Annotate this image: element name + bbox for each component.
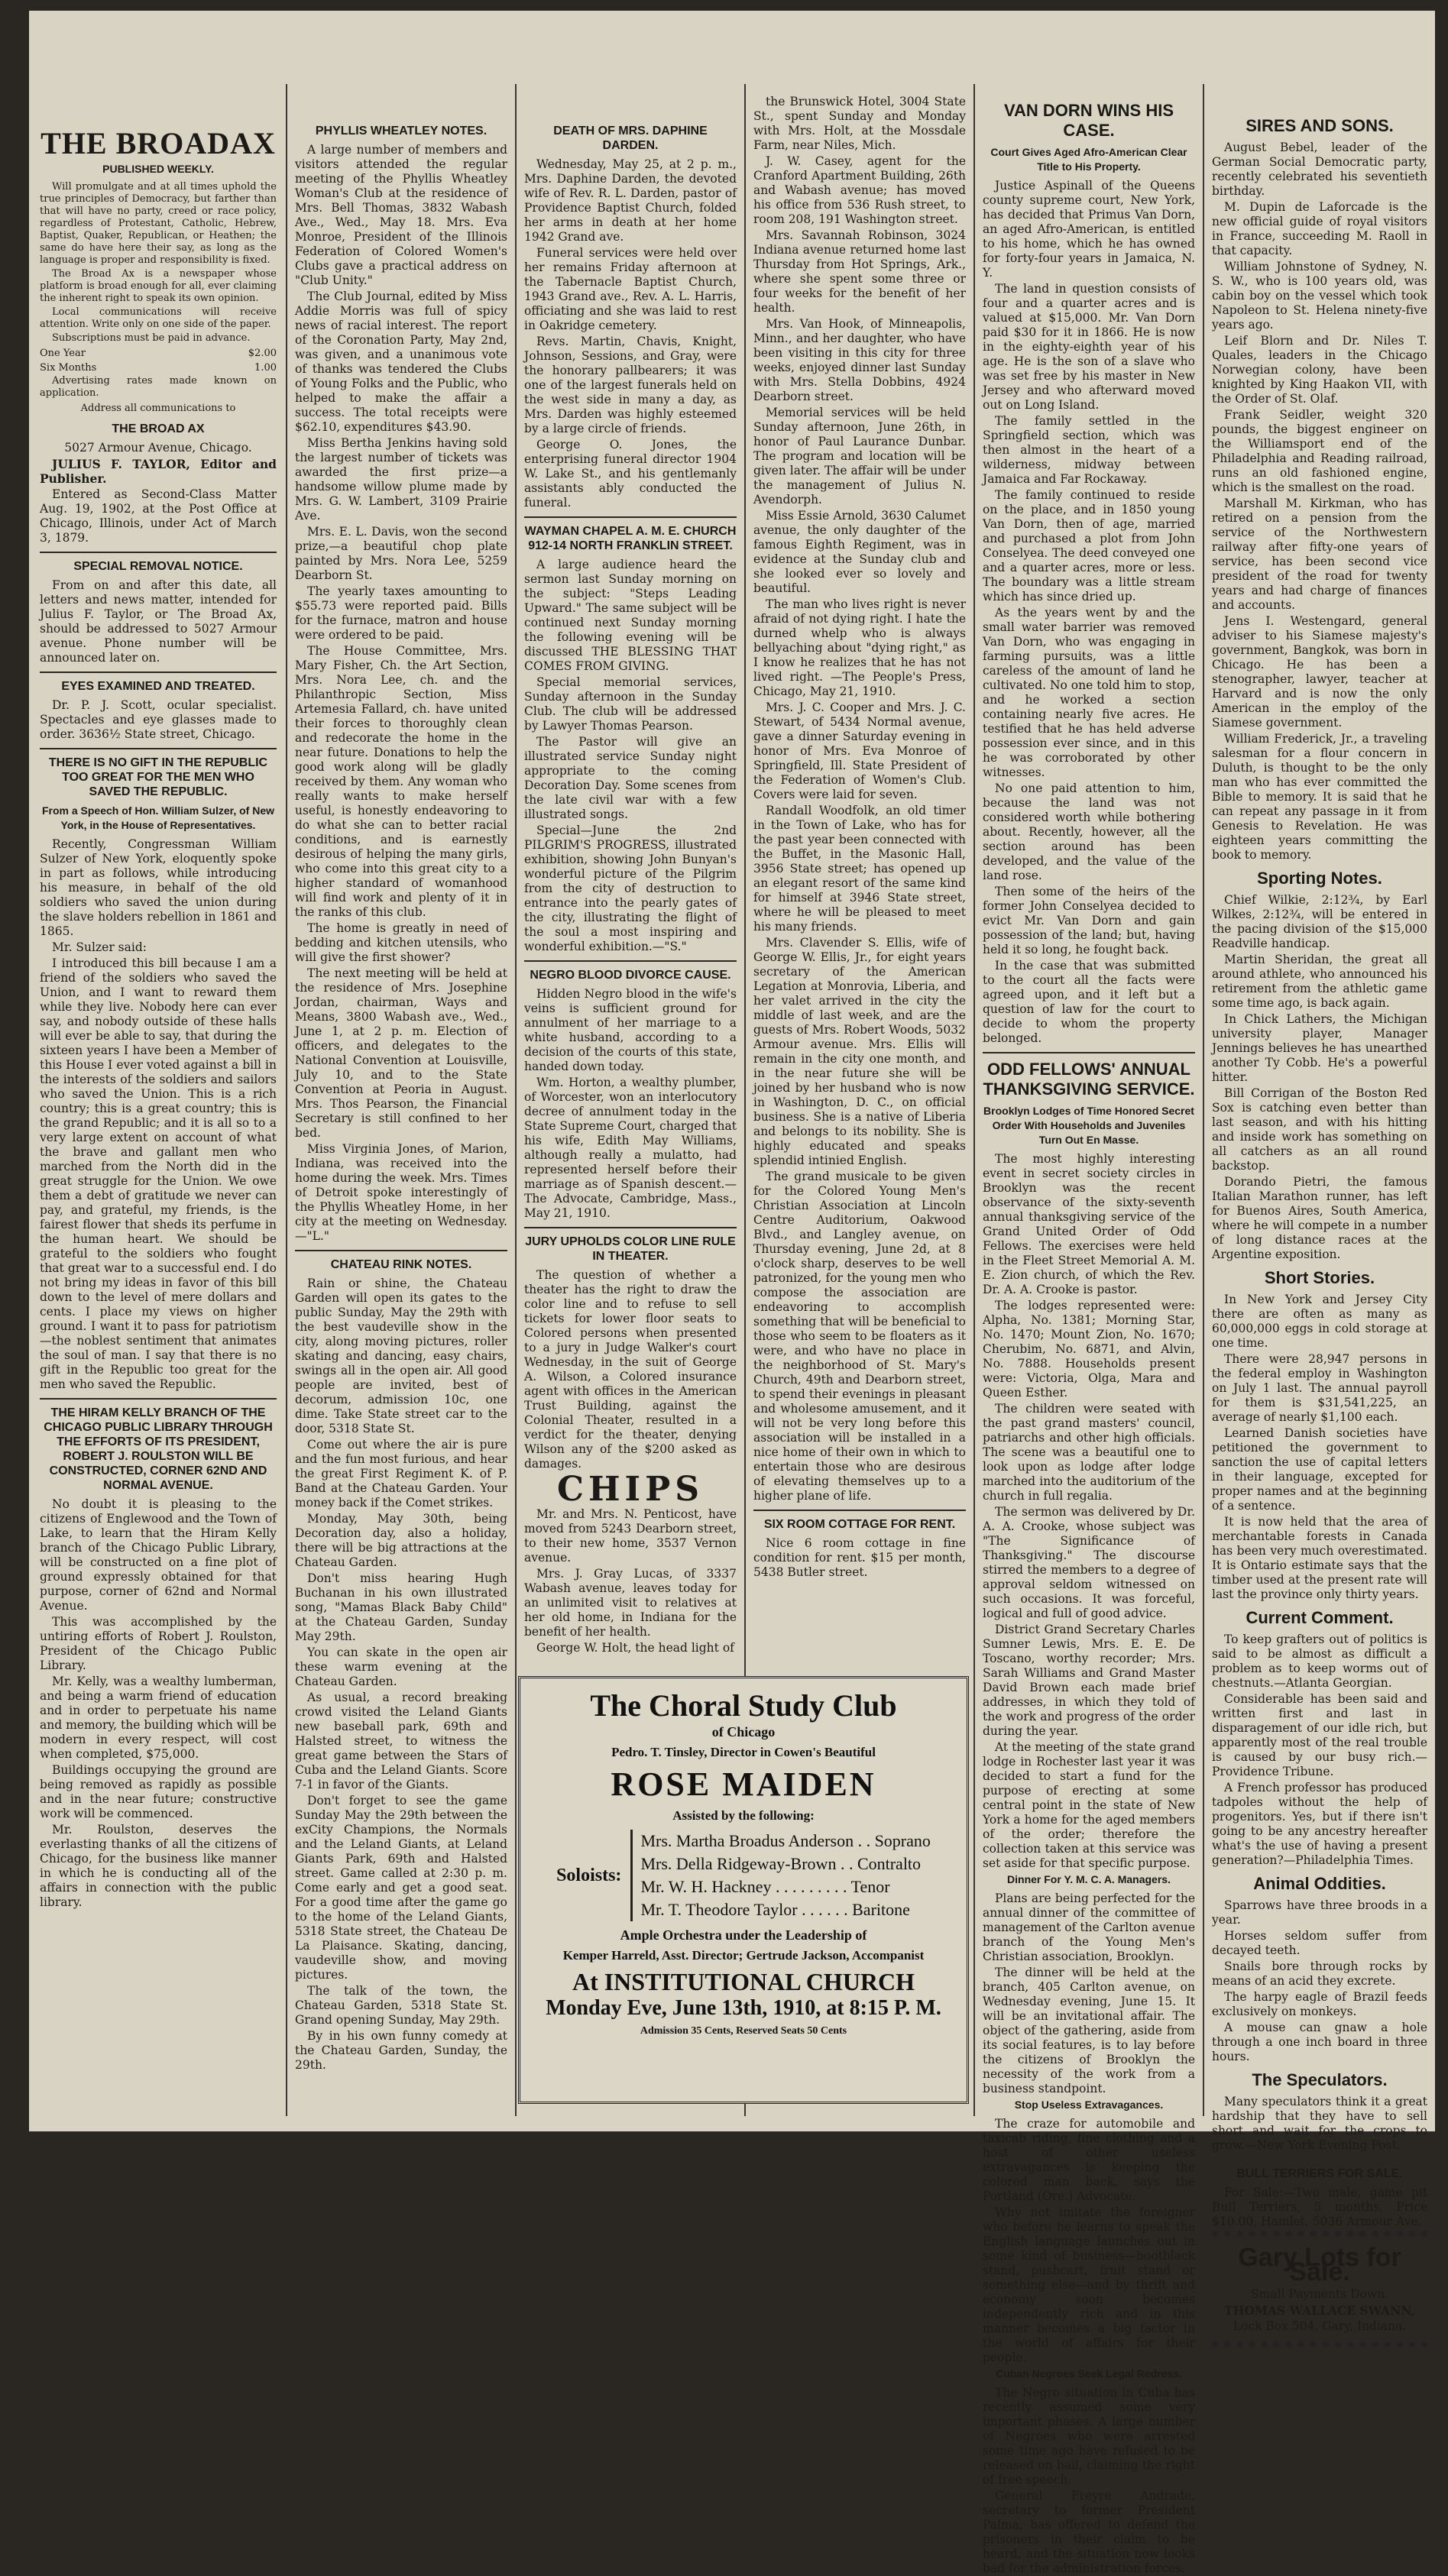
masthead-subs-note: Subscriptions must be paid in advance.	[52, 332, 251, 344]
cuba-heading: Cuban Negroes Seek Legal Redress.	[996, 2367, 1182, 2380]
vandorn-p8: In the case that was submitted to the court all the facts were agreed upon, and it left but a question of law for the court to decide to whom the property belonged.	[983, 959, 1195, 1045]
sires-p4: Leif Blorn and Dr. Niles T. Quales, leaders in the Chicago Norwegian colony, have been knighted by King Haakon VII, with the Order of St. Olaf.	[1212, 334, 1427, 406]
choral-ad	[518, 1676, 969, 2104]
rate-value: 1.00	[254, 362, 277, 374]
hiram-p1: No doubt it is pleasing to the citizens of Englewood and the Town of Lake, to learn that the Hiram Kelly branch of the Chicago Public Library, will be constructed on a fine plot of ground expressly obtained for that purpose, corner of 62nd and Normal Avenue.	[40, 1497, 277, 1613]
gary-heading: Gary Lots for Sale.	[1238, 2243, 1401, 2286]
cottage-text: Nice 6 room cottage in fine condition for rent. $15 per month, 5438 Butler street.	[753, 1536, 966, 1579]
stories-heading: Short Stories.	[1264, 1268, 1375, 1287]
animal-p1: Sparrows have three broods in a year.	[1212, 1898, 1427, 1927]
stories-p1: In New York and Jersey City there are often as many as 60,000,000 eggs in cold storage at one time.	[1212, 1293, 1427, 1350]
oddfellows-subheading: Brooklyn Lodges of Time Honored Secret Order With Households and Juveniles Turn Out En Masse.	[983, 1105, 1194, 1146]
cuba-p2: General Freyre Andrade, secretary to former President Palma, has offered to defend the prisoners in their claim to be heard, and the situation now looks bad for the administration forces.	[983, 2489, 1195, 2575]
extravagance-heading: Stop Useless Extravagances.	[1014, 2099, 1164, 2111]
masthead-published: PUBLISHED WEEKLY.	[102, 163, 214, 175]
chips-p1: Mr. and Mrs. N. Penticost, have moved from 5243 Dearborn street, to their new home, 3537 Vernon avenue.	[524, 1507, 737, 1565]
sires-p3: William Johnstone of Sydney, N. S. W., who is 100 years old, was cabin boy on the vessel which took Napoleon to St. Helena ninety-five years ago.	[1212, 260, 1427, 332]
phyllis-p5: The yearly taxes amounting to $55.73 were reported paid. Bills for the furnace, matron and house were ordered to be paid.	[295, 584, 507, 642]
divider	[40, 748, 277, 749]
divider	[295, 1250, 507, 1251]
animal-p4: The harpy eagle of Brazil feeds exclusively on monkeys.	[1212, 1990, 1427, 2018]
divider	[40, 552, 277, 553]
masthead-address-note: Address all communications to	[80, 403, 236, 414]
ad-orchestra: Ample Orchestra under the Leadership of	[620, 1927, 867, 1943]
column-5	[977, 95, 1201, 2575]
divider	[40, 672, 277, 673]
ad-soloist: Mr. T. Theodore Taylor . . . . . . Baritone	[640, 1900, 910, 1919]
column-rule	[1203, 84, 1204, 2116]
ymca-p1: Plans are being perfected for the annual dinner of the committee of management of the Carlton avenue branch of the Young Men's Christian association, Brooklyn.	[983, 1892, 1195, 1963]
stories-p2: There were 28,947 persons in the federal employ in Washington on July 1 last. The annual payroll for them is $31,541,225, an average of nearly $1,100 each.	[1212, 1352, 1427, 1424]
vandorn-p5: As the years went by and the small water barrier was removed Van Dorn, who was engaging in farming pursuits, was a little careless of the amount of land he cultivated. No one told him to stop, and he worked a section containing nearly five acres. He testified that he has held adverse possession ever since, and in this he was corroborated by other witnesses.	[983, 606, 1196, 779]
sires-p7: Jens I. Westengard, general adviser to his Siamese majesty's government, Bangkok, was born in Chicago. He has been a stenographer, lawyer, teacher at Harvard and is now the only American in the employ of the Siamese government.	[1212, 614, 1427, 730]
ad-leaders: Kemper Harreld, Asst. Director; Gertrude Jackson, Accompanist	[562, 1948, 925, 1963]
rate-row	[40, 361, 277, 375]
ad-date: Monday Eve, June 13th, 1910, at 8:15 P. M.	[546, 1996, 941, 2020]
gift-p2: Mr. Sulzer said:	[52, 940, 147, 954]
removal-heading: SPECIAL REMOVAL NOTICE.	[73, 560, 243, 573]
column-2	[289, 118, 513, 2116]
phyllis-p8: The next meeting will be held at the residence of Mrs. Josephine Jordan, chairman, Ways and Means, 3800 Wabash ave., Wed., June 1, at 2 p. m. Election of officers, and delegates to the National Convention at Louisville, July 10, and to the State Convention at Peoria in August. Mrs. Thos Pearson, the Financial Secretary is still confined to her bed.	[295, 966, 507, 1140]
col4-p10: Mrs. Clavender S. Ellis, wife of George W. Ellis, Jr., for eight years secretary of the American Legation at Monrovia, Liberia, and her valet arrived in the city the middle of last week, and are the guests of Mrs. Robert Woods, 5032 Armour avenue. Mrs. Ellis will remain in the city one month, and in the near future she will be joined by her husband who is now in Washington, D. C., on official business. She is a native of Liberia and belongs to its nobility. She is highly educated and speaks splendid intinied English.	[753, 936, 966, 1167]
blood-p1: Hidden Negro blood in the wife's veins is sufficient ground for annulment of her marriage to a white husband, according to a decision of the courts of this state, handed down today.	[524, 987, 737, 1073]
newspaper-page	[29, 11, 1435, 2575]
col4-p5: Memorial services will be held Sunday afternoon, June 26th, in honor of Paul Laurance Dunbar. The program and location will be given later. The affair will be under the management of Julius N. Avendorph.	[753, 406, 966, 506]
ymca-heading: Dinner For Y. M. C. A. Managers.	[1007, 1873, 1171, 1885]
sires-p8: William Frederick, Jr., a traveling salesman for a flour concern in Duluth, is thought to be the only man who has ever committed the Bible to memory. It is said that he can repeat any passage in it from Genesis to Revelation. He was eighteen years committing the book to memory.	[1212, 732, 1427, 862]
phyllis-p1: A large number of members and visitors attended the regular meeting of the Phyllis Wheatley Woman's Club at the residence of Mrs. Bell Thomas, 3832 Wabash Ave., Wed., May 18. Mrs. Eva Monroe, President of the Illinois Federation of Colored Women's Clubs gave a practical address on "Club Unity."	[295, 143, 507, 287]
spec-p1: Many speculators think it a great hardship that they have to sell short and wait for the crops to grow.—New York Evening Post.	[1212, 2095, 1427, 2152]
sporting-p1: Chief Wilkie, 2:12¾, by Earl Wilkes, 2:12¾, will be entered in the pacing division of the $15,000 Readville handicap.	[1212, 893, 1427, 950]
sires-p6: Marshall M. Kirkman, who has retired on a pension from the service of the Northwestern railway after fifty-one years of service, has been second vice president of the road for twenty years and had charge of finances and accounts.	[1212, 497, 1427, 612]
chateau-p6: As usual, a record breaking crowd visited the Leland Giants new baseball park, 69th and Halsted street, to witness the great game between the Stars of Cuba and the Leland Giants. Score 7-1 in favor of the Giants.	[295, 1691, 507, 1791]
animal-p5: A mouse can gnaw a hole through a one inch board in three hours.	[1212, 2021, 1427, 2063]
column-rule	[515, 84, 517, 2116]
col4-p7: The man who lives right is never afraid of not dying right. I hate the durned whelp who is always bellyaching about "dying right," as I know he realizes that he has not lived right. —The People's Press, Chicago, May 21, 1910.	[753, 597, 966, 698]
bull-heading: BULL TERRIERS FOR SALE.	[1236, 2167, 1403, 2180]
gary-p1: Small Payments Down.	[1250, 2287, 1389, 2301]
darden-p2: Funeral services were held over her remains Friday afternoon at the Tabernacle Baptist Church, 1943 Grand ave., Rev. A. L. Harris, officiating and she was laid to rest in Oakridge cemetery.	[524, 246, 737, 332]
eyes-heading: EYES EXAMINED AND TREATED.	[61, 680, 255, 693]
ad-of: of Chicago	[711, 1724, 776, 1739]
wayman-p4: Special—June the 2nd PILGRIM'S PROGRESS, illustrated exhibition, showing John Bunyan's wonderful picture of the Pilgrim from the city of destruction to entrance into the pearly gates of the city, illustrating the flight of the soul a most inspiring and wonderful exhibition.—"S."	[524, 824, 737, 953]
ad-assisted: Assisted by the following:	[672, 1808, 815, 1823]
ad-work: ROSE MAIDEN	[611, 1765, 876, 1803]
vandorn-p1: Justice Aspinall of the Queens county supreme court, New York, has decided that Primus Van Dorn, an aged Afro-American, is entitled to his home, which he has owned for forty-four years in Jamaica, N. Y.	[983, 179, 1195, 280]
ad-soloist-list	[630, 1830, 930, 1921]
chips-p2: Mrs. J. Gray Lucas, of 3337 Wabash avenue, leaves today for an unlimited visit to relatives at her old home, in Indiana for the benefit of her health.	[524, 1567, 737, 1639]
rate-label: One Year	[40, 348, 86, 359]
vandorn-p3: The family settled in the Springfield section, which was then almost in the heart of a wilderness, midway between Jamaica and Far Rockaway.	[983, 414, 1195, 486]
column-1	[34, 125, 283, 2116]
col4-p8: Mrs. J. C. Cooper and Mrs. J. C. Stewart, of 5434 Normal avenue, gave a dinner Saturday evening in honor of Mrs. Eva Monroe of Springfield, Ill. State President of the Federation of Women's Club. Covers were laid for seven.	[753, 701, 966, 801]
ad-soloist: Mrs. Martha Broadus Anderson . . Soprano	[640, 1831, 931, 1850]
sporting-p2: Martin Sheridan, the great all around athlete, who announced his retirement from the athletic game some time ago, is back again.	[1212, 953, 1427, 1010]
oddfellows-p6: At the meeting of the state grand lodge in Rochester last year it was decided to start a fund for the purpose of erecting at some central point in the state of New York a home for the aged members of the order; therefore the collection taken at this service was set aside for that specific purpose.	[983, 1740, 1195, 1870]
chips-p3: George W. Holt, the head light of	[536, 1641, 734, 1655]
wayman-p3: The Pastor will give an illustrated service Sunday night appropriate to the coming Decoration Day. Some scenes from the late civil war with a few illustrated songs.	[524, 735, 737, 821]
masthead-entered: Entered as Second-Class Matter Aug. 19, 1902, at the Post Office at Chicago, Illinois, under Act of March 3, 1879.	[40, 487, 277, 545]
phyllis-p2: The Club Journal, edited by Miss Addie Morris was full of spicy news of racial interest. The report of the Coronation Party, May 2nd, was given, and a unanimous vote of thanks was tendered the Clubs of Young Folks and the Public, who helped to make the affair a success. The total receipts were $62.10, expenditures $43.90.	[295, 290, 507, 434]
cottage-heading: SIX ROOM COTTAGE FOR RENT.	[763, 1518, 956, 1531]
chateau-p4: Don't miss hearing Hugh Buchanan in his own illustrated song, "Mamas Black Baby Child" at the Chateau Garden, Sunday May 29th.	[295, 1571, 507, 1643]
bull-text: For Sale:—Two male, game pit Bull Terriers, 5 months, Price $10.00, Hamlet, 5036 Armour Ave.	[1212, 2186, 1427, 2228]
gift-subheading: From a Speech of Hon. William Sulzer, of New York, in the House of Representatives.	[41, 804, 275, 831]
jury-heading: JURY UPHOLDS COLOR LINE RULE IN THEATER.	[525, 1235, 736, 1263]
column-rule	[286, 84, 287, 2116]
blood-p2: Wm. Horton, a wealthy plumber, of Worcester, won an interlocutory decree of annulment today in the State Supreme Court, charged that his wife, Edith May Williams, although really a mulatto, had represented herself before their marriage as of Spanish descent.—The Advocate, Cambridge, Mass., May 21, 1910.	[524, 1076, 737, 1220]
col4-p6: Miss Essie Arnold, 3630 Calumet avenue, the only daughter of the famous Eighth Regiment, was in evidence at the Sunday club and she looked ever so lovely and beautiful.	[753, 509, 966, 595]
stories-p3: Learned Danish societies have petitioned the government to sanction the use of capital letters in their language, excepted for proper names and at the beginning of a sentence.	[1212, 1426, 1427, 1513]
sporting-p5: Dorando Pietri, the famous Italian Marathon runner, has left for Buenos Aires, South America, where he will compete in a number of long distance races at the Argentine exposition.	[1212, 1175, 1427, 1261]
col4-p11: The grand musicale to be given for the Colored Young Men's Christian Association at Lincoln Centre Auditorium, Oakwood Blvd., and Langley avenue, on Thursday evening, June 2d, at 8 o'clock sharp, deserves to be well patronized, for the young men who compose the association are endeavoring to accomplish something that will be beneficial to those who seem to be floaters as it were, and who have no place in the neighborhood of St. Mary's Church, 49th and Dearborn street, to spend their evenings in pleasant and wholesome amusement, and it will not be very long before this association will be installed in a nice home of their own in which to entertain those who are desirous of elevating themselves up to a higher plane of life.	[753, 1170, 966, 1503]
chateau-p1: Rain or shine, the Chateau Garden will open its gates to the public Sunday, May the 29th with the best vaudeville show in the city, along moving pictures, roller skating and dancing, easy chairs, swings all in the open air. All good people are invited, best of decorum, admission 10c, one dime. Take State street car to the door, 5318 State St.	[295, 1277, 507, 1435]
divider	[524, 1227, 737, 1228]
col4-p2: J. W. Casey, agent for the Cranford Apartment Building, 26th and Wabash avenue; has moved his office from 536 Rush street, to room 208, 191 Washington street.	[753, 154, 966, 226]
jury-p1: The question of whether a theater has the right to draw the color line and to refuse to sell tickets for lower floor seats to Colored persons when presented to a jury in Judge Walker's court Wednesday, in the suit of George A. Wilson, a Colored insurance agent with offices in the American Trust Building, against the Colonial Theater, resulted in a verdict for the theater, denying Wilson any of the $200 asked as damages.	[524, 1268, 737, 1471]
sporting-p3: In Chick Lathers, the Michigan university player, Manager Jennings believes he has unearthed another Ty Cobb. He's a powerful hitter.	[1212, 1012, 1427, 1084]
sporting-p4: Bill Corrigan of the Boston Red Sox is catching even better than last season, and with his hitting and inside work has something on all catchers as an all round backstop.	[1212, 1086, 1427, 1173]
wayman-p2: Special memorial services, Sunday afternoon in the Sunday Club. The club will be addressed by Lawyer Thomas Pearson.	[524, 675, 737, 733]
removal-text: From on and after this date, all letters and news matter, intended for Julius F. Taylor, or The Broad Ax, should be addressed to 5027 Armour avenue. Phone number will be announced later on.	[40, 578, 277, 665]
ymca-p2: The dinner will be held at the branch, 405 Carlton avenue, on Wednesday evening, June 15. It will be an invitational affair. The object of the gathering, aside from its social features, is to lay before the citizens of Brooklyn the necessity of the work from a business standpoint.	[983, 1966, 1195, 2095]
hiram-heading: THE HIRAM KELLY BRANCH OF THE CHICAGO PUBLIC LIBRARY THROUGH THE EFFORTS OF ITS PRESIDENT, ROBERT J. ROULSTON WILL BE CONSTRUCTED, CORNER 62ND AND NORMAL AVENUE.	[44, 1406, 273, 1492]
cuba-p1: The Negro situation in Cuba has recently assumed some very important phases. A large number of Negroes who were arrested some time ago have refused to be released on bail, claiming the right of free speech.	[983, 2386, 1195, 2487]
ad-soloists-label: Soloists:	[556, 1865, 622, 1885]
gift-p3: I introduced this bill because I am a friend of the soldiers who saved the Union, and I want to reward them while they live. Nobody here can ever say, and nobody outside of these halls will ever be able to say, that during the sixteen years I have been a Member of this House I ever voted against a bill in the interests of the soldiers and sailors who saved the Union. This is a rich country; this is a great country; this is the grand Republic; and it is all so to a very large extent on account of what the brave and gallant men who marched from the North did in the great struggle for the Union. We owe them a debt of gratitude we never can pay, and grateful, my friends, is the fairest flower that sheds its perfume in the human heart. We should be grateful to the soldiers who fought that great war to a successful end. I do not bring my ideas in favor of this bill down to the level of mere dollars and cents. I place my views on higher ground. I want it to pass for patriotism—the noblest sentiment that animates the soul of man. I say that there is no gift in the Republic too great for the men who saved the Republic.	[40, 956, 277, 1391]
vandorn-p6: No one paid attention to him, because the land was not considered worth while bothering about. Recently, however, all the section around has been developed, and the value of the land rose.	[983, 782, 1195, 882]
blood-heading: NEGRO BLOOD DIVORCE CAUSE.	[530, 969, 731, 982]
col4-p3: Mrs. Savannah Robinson, 3024 Indiana avenue returned home last Thursday from Hot Springs, Ark., where she spent some three or four weeks for the benefit of her health.	[753, 228, 966, 315]
current-heading: Current Comment.	[1246, 1608, 1394, 1627]
col4-p1: the Brunswick Hotel, 3004 State St., spent Sunday and Monday with Mrs. Holt, at the Mossdale Farm, near Niles, Mich.	[753, 95, 966, 152]
sires-p5: Frank Seidler, weight 320 pounds, the biggest engineer on the Williamsport end of the Philadelphia and Reading railroad, runs an old fashioned engine, which is the smallest on the road.	[1212, 408, 1427, 494]
masthead-ads-note: Advertising rates made known on application.	[40, 375, 277, 399]
extravagance-p1: The craze for automobile and taxicab riding, fine clothing and a host of other useless extravagances is keeping the colored man back, says the Portland (Ore.) Advocate.	[983, 2117, 1195, 2203]
chips-heading: CHIPS	[556, 1470, 705, 1509]
darden-p3: Revs. Martin, Chavis, Knight, Johnson, Sessions, and Gray, were the honorary pallbearers; it was one of the largest funerals held on the west side in many a day, as Mrs. Darden was highly esteemed by a large circle of friends.	[524, 335, 737, 435]
col4-p9: Randall Woodfolk, an old timer in the Town of Lake, who has for the past year been connected with the Buffet, in the Masonic Hall, 3956 State street; has opened up an elegant resort of the same kind for himself at 3946 State street, where he will be pleased to meet his many friends.	[753, 804, 966, 934]
sires-p1: August Bebel, leader of the German Social Democratic party, recently celebrated his seventieth birthday.	[1212, 141, 1427, 198]
phyllis-p4: Mrs. E. L. Davis, won the second prize,—a beautiful chop plate painted by Mrs. Nora Lee, 5259 Dearborn St.	[295, 525, 507, 582]
col4-p4: Mrs. Van Hook, of Minneapolis, Minn., and her daughter, who have been visiting in this city for three weeks, enjoyed dinner last Sunday with Mrs. Stella Dobbins, 4924 Dearborn street.	[753, 317, 966, 403]
chateau-p7: Don't forget to see the game Sunday May the 29th between the exCity Champions, the Normals and the Leland Giants, at Leland Giants Park, 69th and Halsted street. Game called at 2:30 p. m. Come early and get a good seat. For a good time after the game go to the home of the Leland Giants, 5318 State street, the Chateau De La Plaisance. Skating, dancing, vaudeville show, and moving pictures.	[295, 1794, 507, 1982]
phyllis-p7: The home is greatly in need of bedding and kitchen utensils, who will give the first shower?	[295, 921, 507, 964]
divider	[983, 1052, 1195, 1053]
phyllis-p3: Miss Bertha Jenkins having sold the largest number of tickets was awarded the first prize—a handsome willow plume made by Mrs. G. W. Lambert, 3109 Prairie Ave.	[295, 436, 507, 523]
darden-p1: Wednesday, May 25, at 2 p. m., Mrs. Daphine Darden, the devoted wife of Rev. R. L. Darden, pastor of Providence Baptist Church, folded her arms in death at her home 1942 Grand ave.	[524, 157, 737, 244]
current-p3: A French professor has produced tadpoles without the help of progenitors. Yes, but if there isn't going to be any ancestry hereafter what's the use of having a present generation?—Philadelphia Times.	[1212, 1781, 1427, 1867]
gift-heading: THERE IS NO GIFT IN THE REPUBLIC TOO GREAT FOR THE MEN WHO SAVED THE REPUBLIC.	[48, 756, 268, 798]
sires-heading: SIRES AND SONS.	[1246, 116, 1394, 135]
oddfellows-p5: District Grand Secretary Charles Sumner Lewis, Mrs. E. E. De Toscano, worthy recorder; Mrs. Sarah Williams and Grand Master David Brown each made brief addresses, in which they told of the work and progress of the order during the year.	[983, 1623, 1195, 1738]
masthead-mission: The Broad Ax is a newspaper whose platform is broad enough for all, ever claiming the inherent right to speak its own opinion.	[40, 268, 277, 304]
hiram-p3: Mr. Kelly, was a wealthy lumberman, and being a warm friend of education and in order to perpetuate his name and memory, the building which will be modern in every respect, will cost when completed, $75,000.	[40, 1675, 277, 1761]
vandorn-p2: The land in question consists of four and a quarter acres and is valued at $15,000. Mr. Van Dorn paid $30 for it in 1866. He is now in the eighty-eighth year of his age. He is the son of a slave who was set free by his master in New Jersey and who afterward moved out on Long Island.	[983, 282, 1195, 412]
sporting-heading: Sporting Notes.	[1257, 869, 1382, 888]
hiram-p2: This was accomplished by the untiring efforts of Robert J. Roulston, President of the Chicago Public Library.	[40, 1615, 277, 1672]
masthead-local: Local communications will receive attention. Write only on one side of the paper.	[40, 306, 277, 330]
wayman-heading: WAYMAN CHAPEL A. M. E. CHURCH 912-14 NORTH FRANKLIN STREET.	[524, 525, 737, 552]
gary-p2: THOMAS WALLACE SWANN,	[1224, 2303, 1415, 2318]
oddfellows-p4: The sermon was delivered by Dr. A. A. Crooke, whose subject was "The Significance of Thanksgiving." The discourse stirred the members to a degree of approval seldom witnessed on such occasions. It was forceful, logical and full of good advice.	[983, 1505, 1195, 1620]
divider	[524, 516, 737, 518]
ad-soloists	[536, 1830, 951, 1921]
column-rule	[973, 84, 975, 2116]
gary-p3: Lock Box 504, Gary, Indiana.	[1233, 2319, 1407, 2333]
vandorn-p7: Then some of the heirs of the former John Conselyea decided to evict Mr. Van Dorn and gain possession of the land; but, having held it so long, he fought back.	[983, 885, 1195, 956]
divider	[40, 1398, 277, 1400]
current-p1: To keep grafters out of politics is said to be almost as difficult a problem as to keep worms out of chestnuts.—Atlanta Georgian.	[1212, 1633, 1427, 1690]
chateau-p3: Monday, May 30th, being Decoration day, also a holiday, there will be big attractions at the Chateau Garden.	[295, 1512, 507, 1569]
gary-ad	[1212, 2231, 1427, 2348]
sires-p2: M. Dupin de Laforcade is the new official guide of royal visitors in France, succeeding M. Raoll in that capacity.	[1212, 200, 1427, 257]
ad-venue: At INSTITUTIONAL CHURCH	[572, 1968, 915, 1995]
chateau-p9: By in his own funny comedy at the Chateau Garden, Sunday, the 29th.	[295, 2029, 507, 2072]
masthead-street: 5027 Armour Avenue, Chicago.	[64, 441, 252, 455]
gift-p1: Recently, Congressman William Sulzer of New York, eloquently spoke in part as follows, while introducing his measure, in behalf of the old soldiers who saved the union during the slave holders rebellion in 1861 and 1865.	[40, 837, 277, 938]
rate-label: Six Months	[40, 362, 97, 374]
phyllis-p6: The House Committee, Mrs. Mary Fisher, Ch. the Art Section, Mrs. Nora Lee, ch. and the Philanthropic Section, Miss Artemesia Fallard, ch. have united their forces to thoroughly clean and redecorate the home in the near future. Donations to help the good work along will be gladly received by them. Any woman who really wants to make herself useful, is honestly endeavoring to do what she can to better racial conditions, and is earnestly desirous of helping the many girls, who come into this great city to a higher standard of womanhood will find work and plenty of it in the ranks of this club.	[295, 644, 507, 919]
masthead-title: THE BROADAX	[40, 126, 276, 160]
chateau-p5: You can skate in the open air these warm evening at the Chateau Garden.	[295, 1646, 507, 1688]
vandorn-heading: VAN DORN WINS HIS CASE.	[1003, 101, 1174, 140]
darden-heading: DEATH OF MRS. DAPHINE DARDEN.	[553, 125, 708, 152]
oddfellows-p3: The children were seated with the past grand masters' council, patriarchs and other high officials. The scene was a beautiful one to look upon as lodge after lodge marched into the auditorium of the church in full regalia.	[983, 1402, 1195, 1503]
ad-title: The Choral Study Club	[590, 1688, 897, 1723]
spec-heading: The Speculators.	[1252, 2070, 1388, 2089]
animal-p3: Snails bore through rocks by means of an acid they excrete.	[1212, 1960, 1427, 1988]
phyllis-p9: Miss Virginia Jones, of Marion, Indiana, was received into the home during the week. Mrs. Times of Detroit spoke interestingly of the Phyllis Wheatley Home, in her city at the meeting on Wednesday.—"L."	[295, 1142, 507, 1243]
divider	[1212, 2159, 1427, 2160]
oddfellows-p1: The most highly interesting event in secret society circles in Brooklyn was the recent observance of the sixty-seventh annual thanksgiving service of the Grand United Order of Odd Fellows. The exercises were held in the Fleet Street Memorial A. M. E. Zion church, of which the Rev. Dr. A. A. Crooke is pastor.	[983, 1152, 1195, 1296]
animal-heading: Animal Oddities.	[1253, 1874, 1386, 1893]
masthead-editor: JULIUS F. TAYLOR, Editor and Publisher.	[40, 457, 277, 486]
divider	[524, 960, 737, 962]
masthead-paper: THE BROAD AX	[112, 422, 205, 435]
ad-soloist: Mrs. Della Ridgeway-Brown . . Contralto	[640, 1854, 922, 1873]
ad-soloist: Mr. W. H. Hackney . . . . . . . . . Tenor	[640, 1877, 890, 1896]
animal-p2: Horses seldom suffer from decayed teeth.	[1212, 1929, 1427, 1957]
divider	[753, 1510, 966, 1511]
ad-admission: Admission 35 Cents, Reserved Seats 50 Cents	[640, 2025, 847, 2037]
stories-p4: It is now held that the area of merchantable forests in Canada has been very much overestimated. It is Ontario estimate says that the timber used at the present rate will last the province only thirty years.	[1212, 1515, 1427, 1601]
phyllis-heading: PHYLLIS WHEATLEY NOTES.	[315, 125, 488, 138]
column-3	[518, 118, 743, 1655]
extravagance-p2: Why not imitate the foreigner who before he learns to speak the English language launches out in some kind of business—bootblack stand, pushcart, fruit stand or something else—and by thrift and economy soon becomes independently rich and in this manner becomes a big factor in the world of affairs for their people.	[983, 2205, 1195, 2364]
chateau-p8: The talk of the town, the Chateau Garden, 5318 State St. Grand opening Sunday, May 29th.	[295, 1984, 507, 2027]
hiram-p5: Mr. Roulston, deserves the everlasting thanks of all the citizens of Chicago, for the business like manner in which he is conducting all of the affairs in connection with the public library.	[40, 1823, 277, 1909]
ad-director: Pedro. T. Tinsley, Director in Cowen's Beautiful	[611, 1745, 876, 1759]
eyes-text: Dr. P. J. Scott, ocular specialist. Spectacles and eye glasses made to order. 3636½ State street, Chicago.	[40, 698, 277, 741]
hiram-p4: Buildings occupying the ground are being removed as rapidly as possible and in the near future; constructive work will be commenced.	[40, 1763, 277, 1820]
masthead-policy: Will promulgate and at all times uphold the true principles of Democracy, but farther than that will have no party, creed or race policy, regardless of Protestant, Catholic, Hebrew, Baptist, Quaker, Republican, or Heathen; the same do have here their say, as long as the language is proper and responsibility is fixed.	[40, 181, 277, 266]
chateau-heading: CHATEAU RINK NOTES.	[330, 1258, 472, 1271]
column-6	[1206, 110, 1433, 2333]
vandorn-subheading: Court Gives Aged Afro-American Clear Title to His Property.	[990, 146, 1187, 173]
oddfellows-heading: ODD FELLOWS' ANNUAL THANKSGIVING SERVICE.	[983, 1060, 1195, 1099]
rate-value: $2.00	[248, 348, 277, 359]
rate-row	[40, 346, 277, 361]
current-p2: Considerable has been said and written first and last in disparagement of our idle rich, but apparently most of the real trouble is caused by our busy rich.—Providence Tribune.	[1212, 1692, 1427, 1778]
vandorn-p4: The family continued to reside on the place, and in 1850 young Van Dorn, then of age, married and purchased a plot from John Conselyea. The deed conveyed one and a quarter acres, more or less. The boundary was a little stream which has since dried up.	[983, 488, 1195, 604]
column-4	[747, 95, 972, 1650]
oddfellows-p2: The lodges represented were: Alpha, No. 1381; Morning Star, No. 1470; Mount Zion, No. 1670; Cherubim, No. 6871, and Alvin, No. 7888. Households present were: Victoria, Olga, Mara and Queen Esther.	[983, 1299, 1195, 1400]
darden-p4: George O. Jones, the enterprising funeral director 1904 W. Lake St., and his gentlemanly assistants ably conducted the funeral.	[524, 438, 737, 510]
chateau-p2: Come out where the air is pure and the fun most furious, and hear the great First Regiment K. of P. Band at the Chateau Garden. Your money back if the Comet strikes.	[295, 1438, 507, 1510]
wayman-p1: A large audience heard the sermon last Sunday morning on the subject: "Steps Leading Upward." The same subject will be continued next Sunday morning the following evening will be discussed THE BLESSING THAT COMES FROM GIVING.	[524, 558, 737, 673]
